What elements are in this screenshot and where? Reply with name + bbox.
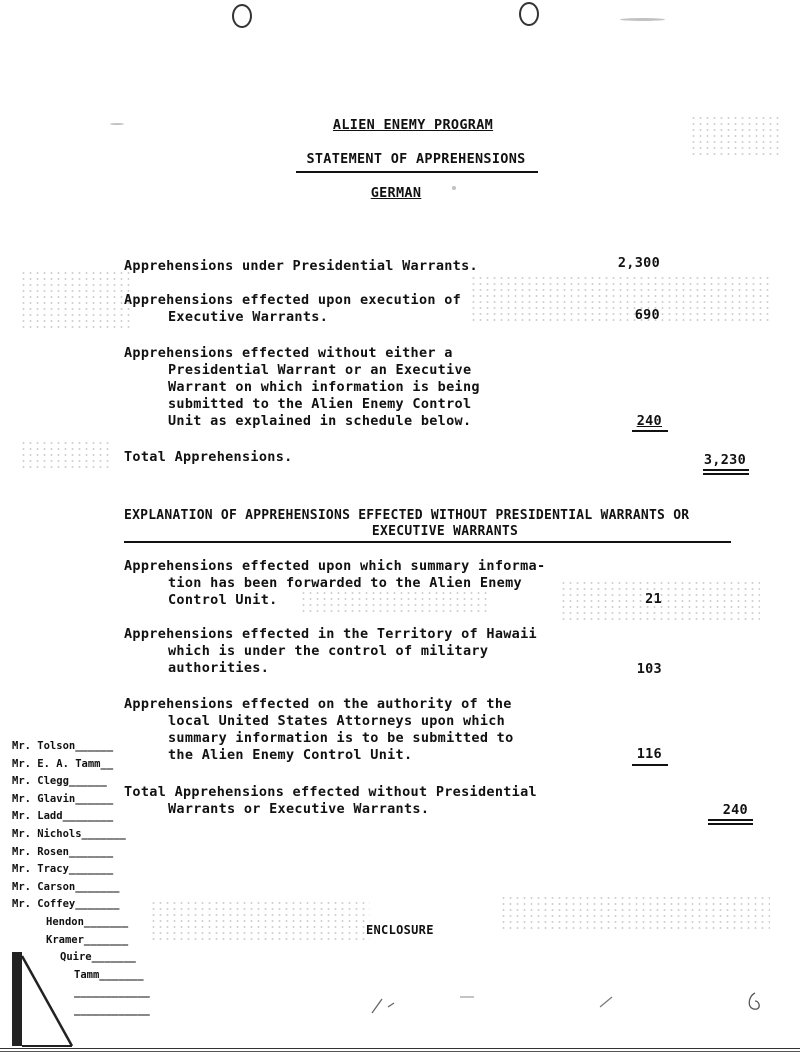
scan-noise [500,895,770,930]
item-text-line: authorities. [168,660,270,676]
item-text-line: Apprehensions effected upon which summary informa- [124,558,546,574]
explanation-total-value: 240 [722,802,748,818]
routing-entry: Hendon_______ [46,915,129,928]
routing-entry: Mr. Coffey_______ [12,898,120,911]
item-text-line: tion has been forwarded to the Alien Enemy [168,575,522,591]
scan-noise [20,270,130,330]
item-text-line: Unit as explained in schedule below. [168,413,472,429]
item-text-line: Apprehensions effected upon execution of [124,292,462,308]
scan-noise [150,900,370,940]
speck [620,18,665,21]
routing-entry: Mr. Ladd________ [12,810,114,823]
explanation-heading-line2: EXECUTIVE WARRANTS [371,524,519,539]
subtotal-rule [632,430,668,432]
routing-blank: ____________ [74,1003,150,1016]
scan-noise [300,590,490,615]
nationality-title: GERMAN [370,185,422,201]
item-text-line: Executive Warrants. [168,309,329,325]
punch-hole-left [232,4,252,28]
explanation-total-double-rule-2 [708,823,753,825]
total-double-rule-2 [703,473,749,475]
item-text-line: which is under the control of military [168,643,489,659]
enclosure-label: ENCLOSURE [366,923,434,937]
total-value: 3,230 [703,452,746,468]
total-label: Total Apprehensions. [124,449,293,465]
item-text-line: Presidential Warrant or an Executive [168,362,472,378]
program-title: ALIEN ENEMY PROGRAM [332,117,494,133]
item-text-line: submitted to the Alien Enemy Control [168,396,472,412]
explanation-heading-line1: EXPLANATION OF APPREHENSIONS EFFECTED WITHOUT PRESIDENTIAL WARRANTS OR [124,508,690,523]
item-value: 116 [636,746,662,762]
routing-entry: Mr. Tolson______ [12,740,114,752]
routing-entry: Mr. Glavin______ [12,792,114,805]
statement-title: STATEMENT OF APPREHENSIONS [306,151,526,167]
item-value: 21 [645,591,662,607]
item-text-line: summary information is to be submitted to [168,730,514,746]
routing-entry: Mr. Rosen_______ [12,845,114,858]
item-text-line: local United States Attorneys upon which [168,713,506,729]
item-text-line: Warrant on which information is being [168,379,480,395]
item-value: 103 [636,661,662,677]
page-bottom-edge [0,1048,800,1054]
routing-entry: Mr. Tracy_______ [12,863,114,876]
routing-entry: Tamm_______ [74,968,144,981]
routing-entry: Mr. Carson_______ [12,880,120,893]
routing-entry: Mr. Clegg______ [12,775,107,788]
item-text-line: Control Unit. [168,592,278,608]
statement-underline [296,171,538,173]
explanation-total-double-rule-1 [708,819,753,821]
punch-hole-right [519,2,539,26]
explanation-heading-underline [124,541,731,543]
routing-entry: Mr. E. A. Tamm__ [12,757,114,770]
item-value: 2,300 [617,255,660,271]
item-text-line: Apprehensions effected without either a [124,345,453,361]
stamp-mark [8,950,78,1050]
explanation-total-line: Warrants or Executive Warrants. [168,801,430,817]
routing-entry: Quire_______ [60,951,136,964]
item-text-line: Apprehensions under Presidential Warrants. [124,258,478,274]
routing-entry: Kramer_______ [46,933,129,946]
explanation-total-line: Total Apprehensions effected without Presidential [124,784,537,800]
item-text-line: Apprehensions effected in the Territory of Hawaii [124,626,537,642]
pencil-marks [360,985,770,1035]
total-double-rule-1 [703,469,749,471]
subtotal-rule [632,764,668,766]
routing-blank: ____________ [74,986,150,999]
item-value: 240 [636,413,662,429]
item-text-line: Apprehensions effected on the authority of the [124,696,512,712]
routing-entry: Mr. Nichols_______ [12,827,126,840]
item-value: 690 [634,307,660,323]
scan-noise [20,440,110,470]
item-text-line: the Alien Enemy Control Unit. [168,747,413,763]
